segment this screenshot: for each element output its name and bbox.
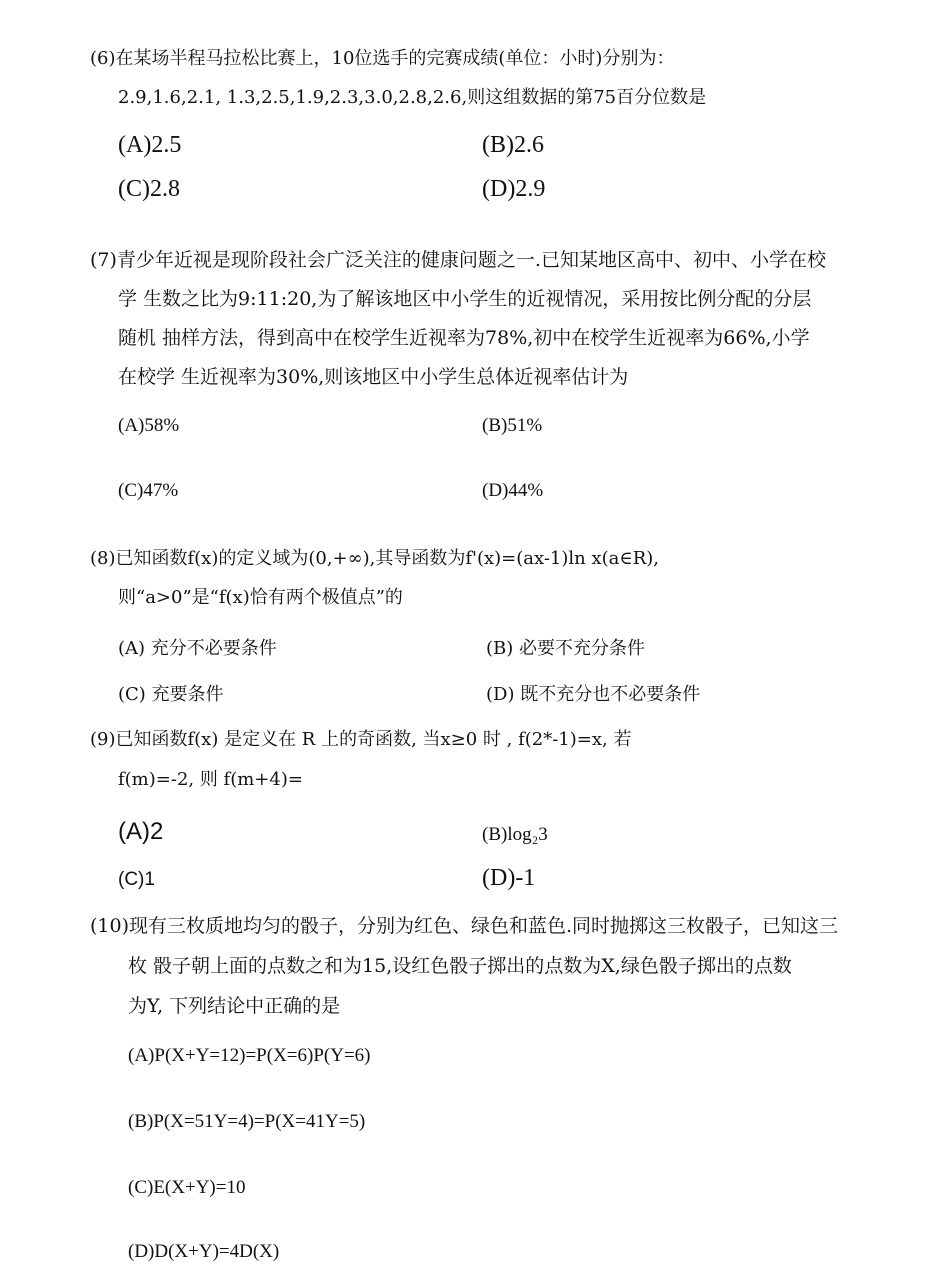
q10-stem-line-1: (10)现有三枚质地均匀的骰子，分别为红色、绿色和蓝色.同时抛掷这三枚骰子，已知这三 (90, 915, 839, 937)
q7-stem-line-4: 在校学 生近视率为30%,则该地区中小学生总体近视率估计为 (118, 366, 629, 388)
q7-stem-line-2: 学 生数之比为9:11:20,为了解该地区中小学生的近视情况，采用按比例分配的分层 (118, 288, 812, 310)
q10-option-b: (B)P(X=51Y=4)=P(X=41Y=5) (128, 1111, 366, 1132)
q9-stem-line-1: (9)已知函数f(x) 是定义在 R 上的奇函数, 当x≥0 时 , f(2*-1)=x, 若 (90, 729, 632, 750)
q9-option-c: (C)1 (118, 869, 155, 890)
q7-stem-line-1: (7)青少年近视是现阶段社会广泛关注的健康问题之一.已知某地区高中、初中、小学在校 (90, 249, 826, 271)
q9-option-b: (B)log₂3 (482, 824, 548, 845)
q6-stem-line-1: (6)在某场半程马拉松比赛上，10位选手的完赛成绩(单位：小时)分别为： (90, 48, 675, 69)
q8-option-c: (C) 充要条件 (118, 684, 224, 705)
q6-stem-line-2: 2.9,1.6,2.1, 1.3,2.5,1.9,2.3,3.0,2.8,2.6,则这组数据的第75百分位数是 (118, 87, 707, 108)
q6-option-b: (B)2.6 (482, 132, 544, 158)
q7-option-d: (D)44% (482, 480, 544, 501)
q8-option-b: (B) 必要不充分条件 (486, 638, 645, 659)
q10-option-a: (A)P(X+Y=12)=P(X=6)P(Y=6) (128, 1045, 371, 1066)
q6-option-c: (C)2.8 (118, 176, 180, 202)
q9-stem-line-2: f(m)=-2, 则 f(m+4)= (118, 769, 303, 790)
q6-option-a: (A)2.5 (118, 132, 182, 158)
q10-stem-line-3: 为Y, 下列结论中正确的是 (128, 995, 341, 1017)
q7-option-c: (C)47% (118, 480, 179, 501)
q10-option-c: (C)E(X+Y)=10 (128, 1177, 246, 1198)
q6-option-d: (D)2.9 (482, 176, 546, 202)
q9-option-d: (D)-1 (482, 865, 536, 891)
q8-stem-line-1: (8)已知函数f(x)的定义域为(0,+∞),其导函数为f'(x)=(ax-1)ln x(a∈R), (90, 548, 660, 569)
q10-stem-line-2: 枚 骰子朝上面的点数之和为15,设红色骰子掷出的点数为X,绿色骰子掷出的点数 (128, 955, 792, 977)
q9-option-a: (A)2 (118, 818, 164, 845)
q7-option-a: (A)58% (118, 415, 180, 436)
q8-option-d: (D) 既不充分也不必要条件 (486, 684, 701, 705)
q7-stem-line-3: 随机 抽样方法，得到高中在校学生近视率为78%,初中在校学生近视率为66%,小学 (118, 327, 810, 349)
q8-option-a: (A) 充分不必要条件 (118, 638, 277, 659)
q10-option-d: (D)D(X+Y)=4D(X) (128, 1241, 280, 1262)
q7-option-b: (B)51% (482, 415, 543, 436)
q8-stem-line-2: 则“a>0”是“f(x)恰有两个极值点”的 (118, 587, 403, 608)
